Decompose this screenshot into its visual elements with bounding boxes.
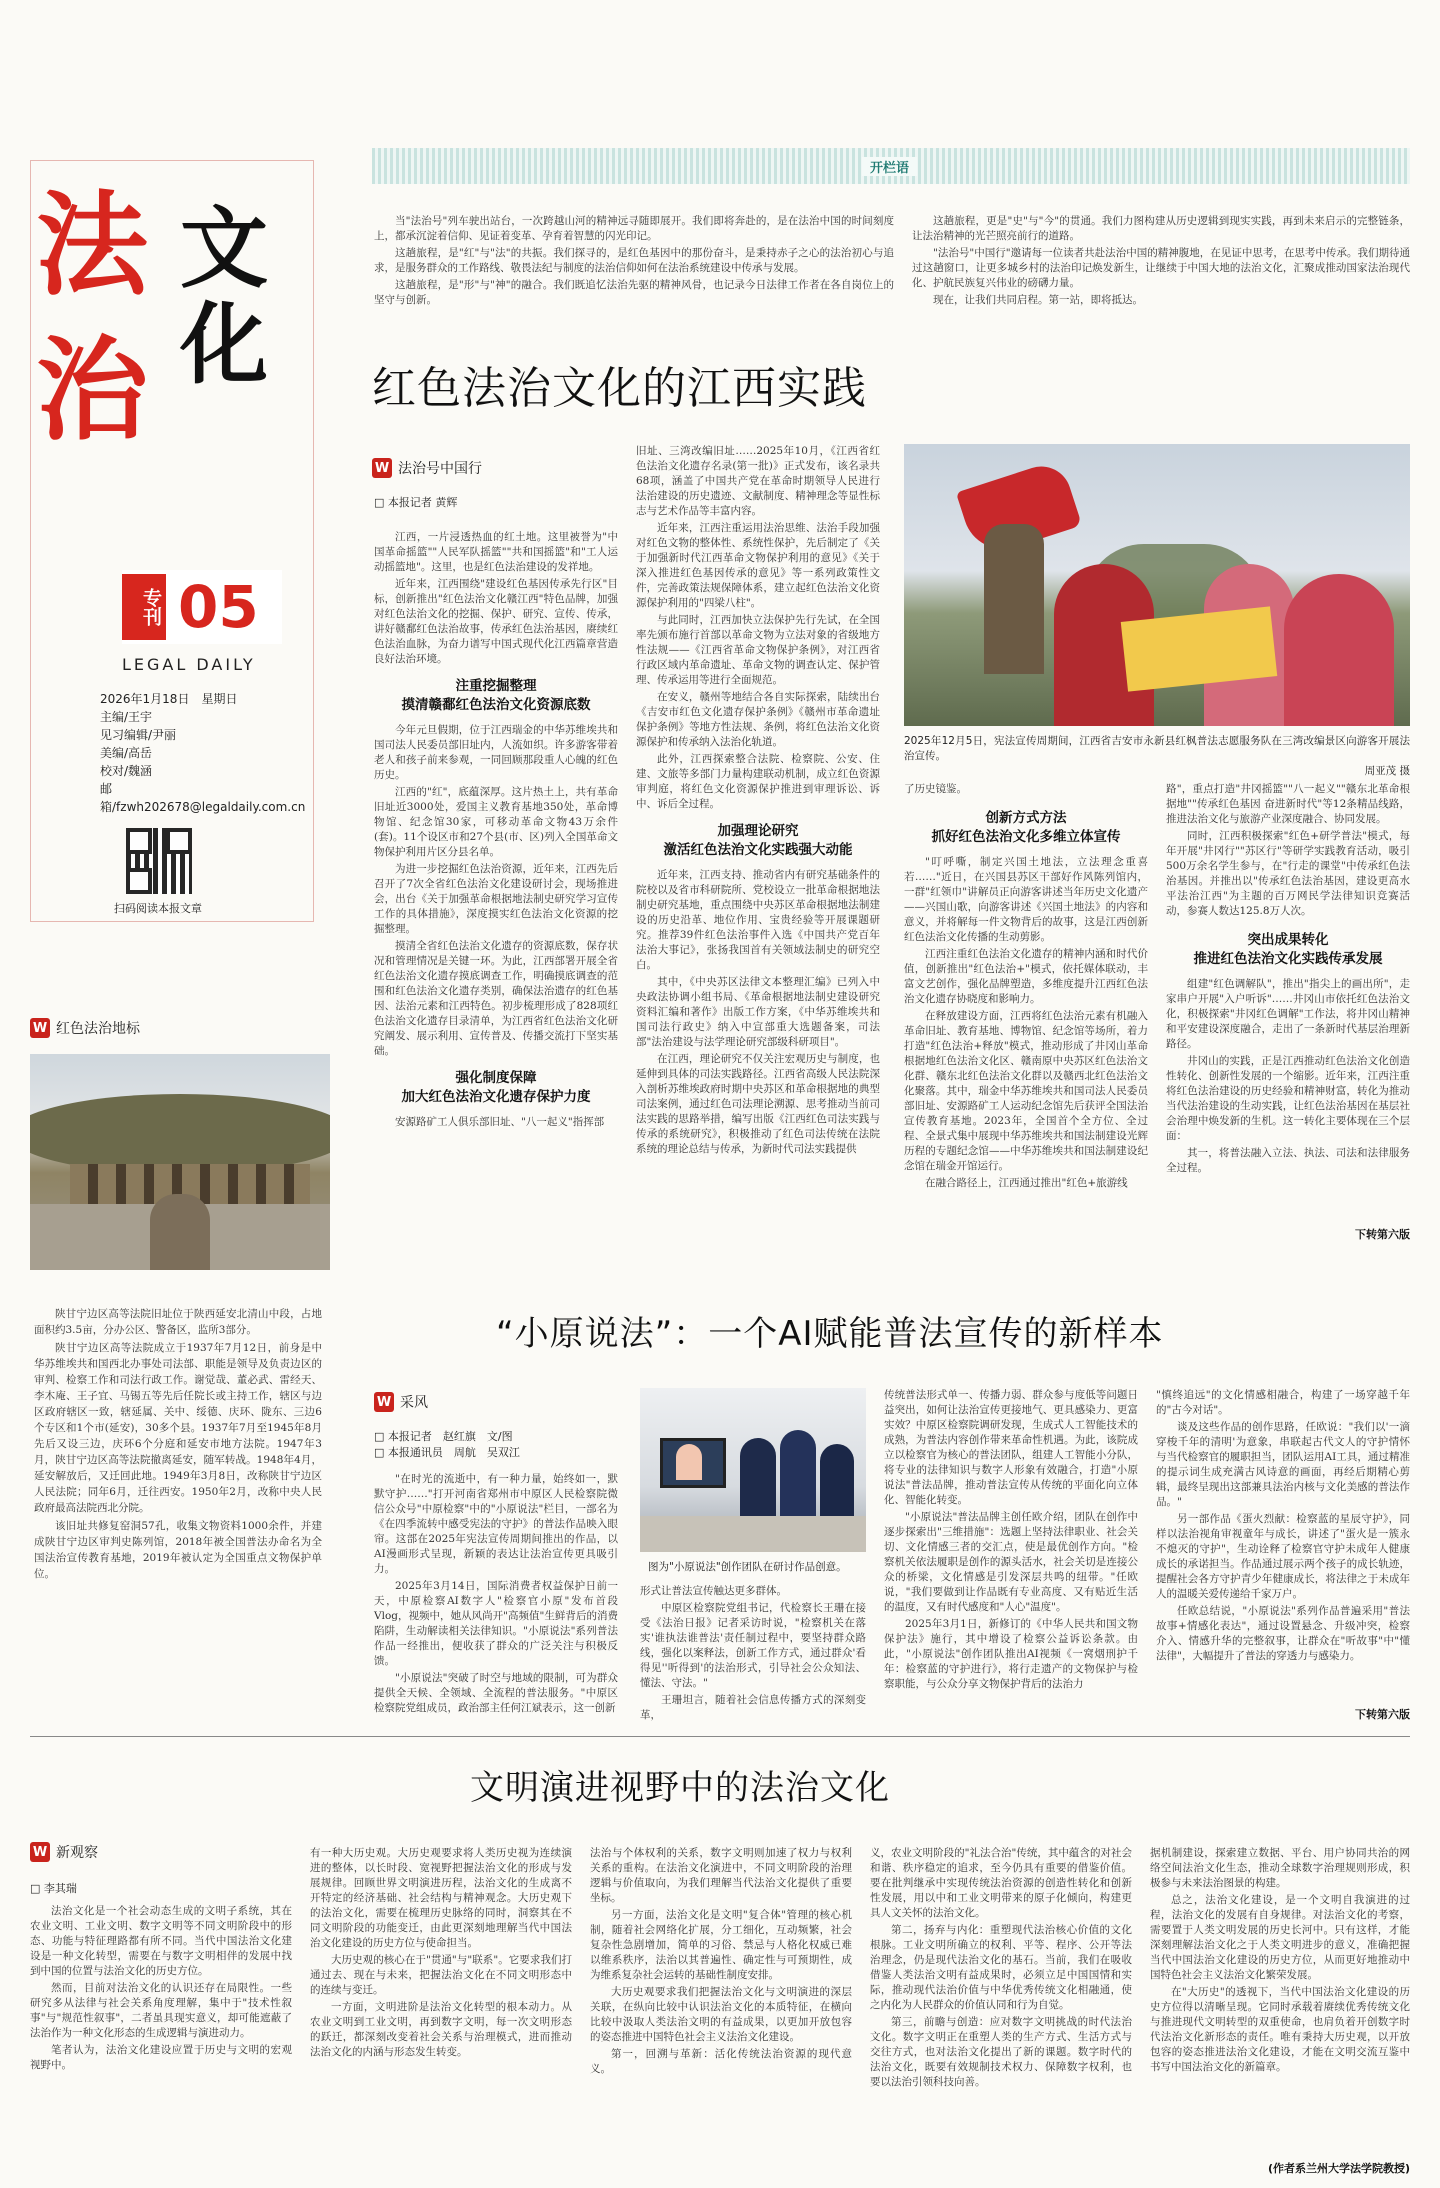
intern-editor: 见习编辑/尹丽 bbox=[100, 728, 177, 742]
masthead-char-fa: 法 bbox=[36, 180, 148, 311]
subhead-1: 注重挖掘整理 摸清赣鄱红色法治文化资源底数 bbox=[401, 678, 591, 713]
article2-col-3: 传统普法形式单一、传播力弱、群众参与度低等问题日益突出，如何让法治宣传更接地气、更具感染力、更富实效？中原区检察院调研发现，生成式人工智能技术的成熟，为普法内容创作带来革命性机遇。为此，该院成立以检察官为核心的普法团队，组建人工智能小分队，将专业的法律知识与数字人形象有效融合，打造"小原说法"普法品牌，推动普法宣传从传统的平面化向立体化、智能化转变。 "小原说法"普法品牌主创任欧介绍，团队在创作中逐步探索出"三维措施"：选题上坚持法律职业、社会关切、文化情感三者的交汇点，使是最优创作方向。"检察机关依法履职是创作的源头活水，社会关切是连接公众的桥梁，文化情感是引发深层共鸣的纽带。"任欧说，"我们要做到让作品既有专业高度、又有贴近生活的温度，又有时代感度和"人心"温度"。 2025年3月1日，新修订的《中华人民共和国文物保护法》施行，其中增设了检察公益诉讼条款。由此，"小原说法"创作团队推出AI视频《一窝烟刑护千年：检察蓝的守护进行》，将行走遗产的文物保护与检察职能，与公众分享文物保护背后的法治力 bbox=[884, 1389, 1138, 1690]
masthead-char-zhi: 治 bbox=[36, 325, 148, 456]
article2-photo-caption: 图为"小原说法"创作团队在研讨作品创意。 bbox=[648, 1561, 847, 1573]
masthead bbox=[30, 160, 315, 920]
article1-col-4: 路"，重点打造"井冈摇篮""八一起义""赣东北革命根据地""传承红色基因 奋进新时代"等12条精品线路，推进法治文化与旅游产业深度融合、协同发展。 同时，江西积极探索"红色+研学普法"模式，每年开展"井冈行""苏区行"等研学实践教育活动，吸引500万余名学生参与，在"行走的课堂"中传承红色法治基因。并推出以"传承红色法治基因，建设更高水平法治江西"为主题的百万网民学法律知识竞赛活动，参赛人数达125.8万人次。 突出成果转化 推进红色法治文化实践传承发展 组建"红色调解队"，推出"指尖上的画出所"，走家串户开展"入户听诉"……井冈山市依托红色法治文化，积极探索"井冈红色调解"工作法，将井冈山精神和平安建设深度融合，走出了一条新时代基层治理新路径。 井冈山的实践，正是江西推动红色法治文化创造性转化、创新性发展的一个缩影。近年来，江西注重将红色法治建设的历史经验和精神财富，转化为推动当代法治建设的生动实践，让红色法治基因在基层社会治理中焕发新的生机。这一转化主要体现在三个层面： 其一，将普法融入立法、执法、司法和法律服务全过程。 bbox=[1166, 783, 1410, 1174]
subhead-5: 突出成果转化 推进红色法治文化实践传承发展 bbox=[1193, 932, 1383, 967]
article2-col-4: "慎终追远"的文化情感相融合，构建了一场穿越千年的"古今对话"。 谈及这些作品的创作思路，任欧说："我们以'一滴穿梭千年的清明'为意象，串联起古代文人的守护情怀与当代检察官的履职担当，团队运用AI工具，通过精准的提示词生成充满古风诗意的画面，再经后期精心剪辑，最终呈现出这部兼具法治内核与文化美感的普法作品。" 另一部作品《蛋火烈献：检察蓝的星辰守护》，同样以法治视角审视童年与成长，讲述了"蛋火是一簇永不熄灭的守护"，生动诠释了检察官守护未成年人健康成长的承诺担当。作品通过展示两个孩子的成长轨迹，提醒社会各方守护青少年健康成长，将法律之于未成年人的温暖关爱传递给千家万户。 任欧总结说，"小原说法"系列作品普遍采用"普法故事+情感化表达"，通过设置悬念、升级冲突，检察介入、情感升华的完整叙事，让群众在"听故事"中"懂法律"，大幅提升了普法的穿透力与感染力。 bbox=[1156, 1389, 1410, 1662]
article1-byline: □ 本报记者 黄辉 bbox=[374, 496, 458, 509]
photo-credit: 周亚茂 摄 bbox=[1364, 765, 1410, 777]
masthead-char-hua: 化 bbox=[180, 292, 269, 396]
column-logo-icon: W bbox=[372, 458, 392, 478]
sidebar-photo bbox=[30, 1054, 330, 1270]
article1-column-tag: W 法治号中国行 bbox=[372, 458, 482, 478]
article3-col-4: 义，农业文明阶段的"礼法合治"传统，其中蕴含的对社会和谐、秩序稳定的追求，至今仍具有重要的借鉴价值。要在批判继承中实现传统法治资源的创造性转化和创新性发展，用以中和工业文明带来的原子化倾向，构建更具人文关怀的法治文化。 第二，扬弃与内化：重塑现代法治核心价值的文化根脉。工业文明所确立的权利、平等、程序、公开等法治理念，仍是现代法治文化的基石。当前，我们在吸收借鉴人类法治文明有益成果时，必须立足中国国情和实际，推动现代法治价值与中华优秀传统文化相融通，使之内化为人民群众的价值认同和行为自觉。 第三，前瞻与创造：应对数字文明挑战的时代法治文化。数字文明正在重塑人类的生产方式、生活方式与交往方式，也对法治文化提出了新的课题。数字时代的法治文化，既要有效规制技术权力、保障数字权利，也要以法治引领科技向善。 bbox=[870, 1847, 1132, 2088]
article2-column-tag: W 采风 bbox=[374, 1392, 428, 1412]
article2-photo bbox=[640, 1388, 866, 1552]
gate bbox=[150, 1194, 210, 1270]
editor: 主编/王宇 bbox=[100, 710, 153, 724]
article2-byline-2: □ 本报通讯员 周航 吴双江 bbox=[374, 1446, 520, 1459]
sidebar-column-tag: W 红色法治地标 bbox=[30, 1018, 140, 1038]
article1-col-3: 了历史镜鉴。 创新方式方法 抓好红色法治文化多维立体宣传 "叮呼嘶，制定兴国土地法，立法理念重喜若……"近日，在兴国县苏区干部好作风陈列馆内，一群"红领巾"讲解员正向游客讲述当年历史文化遗产——兴国山歌，向游客讲述《兴国土地法》的内容和意义，并将解每一件文物背后的故事，这是江西创新红色法治文化传播的生动剪影。 江西注重红色法治文化遗存的精神内涵和时代价值，创新推出"红色法治+"模式，依托媒体联动，丰富文艺创作，强化品牌塑造，多维度提升江西红色法治文化遗存协晓度和影响力。 在释放建设方面，江西将红色法治元素有机融入革命旧址、教育基地、博物馆、纪念馆等场所，着力打造"红色法治+释放"模式，推动形成了井冈山革命根据地红色法治文化区、赣南原中央苏区红色法治文化群、赣东北红色法治文化群以及赣西北红色法治文化聚落。其中，瑞金中华苏维埃共和国司法人民委员部旧址、安源路矿工人运动纪念馆先后获评全国法治宣传教育基地。2023年，全国首个全方位、全过程、全景式集中展现中华苏维埃共和国法制建设光辉历程的专题纪念馆——中华苏维埃共和国法制建设纪念馆在瑞金开馆运行。 在融合路径上，江西通过推出"红色+旅游线 bbox=[904, 783, 1148, 1189]
sidebar-text: 陕甘宁边区高等法院旧址位于陕西延安北清山中段，占地面积约3.5亩，分办公区、警备区，监所3部分。 陕甘宁边区高等法院成立于1937年7月12日，前身是中华苏维埃共和国西北办事处司法部、职能是领导及负责边区的审判、检察工作和司法行政工作。谢觉哉、董必武、雷经天、李木庵、王子宜、马锡五等先后任院长或主持工作，辖区与边区政府辖区一致，辖延属、关中、绥德、庆环、陇东、三边6个专区和1个市(延安)，30多个县。1937年7月至1945年8月先后又设三边，庆环6个分庭和延安市地方法院。1947年3月，陕甘宁边区高等法院撤离延安，随军转战。1948年4月，延安解放后，又迁回此地。1949年3月8日，改称陕甘宁边区人民法院；同年6月，迁往西安。1950年2月，改称中央人民政府最高法院西北分院。 该旧址共修复窑洞57孔，收集文物资料1000余件，并建成陕甘宁边区审判史陈列馆，2018年被全国普法办命名为全国法治宣传教育基地，2019年被认定为全国重点文物保护单位。 bbox=[34, 1308, 322, 1580]
opening-col-2: 这趟旅程，更是"史"与"今"的贯通。我们力图构建从历史逻辑到现实实践，再到未来启示的完整链条，让法治精神的光芒照亮前行的道路。 "法治号"中国行"邀请每一位读者共赴法治中国的精神腹地，在见证中思考，在思考中传承。我们期待通过这趟窗口，让更多城乡村的法治印记焕发新生，让继续于中国大地的法治文化，汇聚成推动国家法治现代化、护航民族复兴伟业的磅礴力量。 现在，让我们共同启程。第一站，即将抵达。 bbox=[912, 215, 1410, 306]
column-logo-icon: W bbox=[30, 1018, 50, 1038]
article3-col-3: 法治与个体权利的关系，数字文明则加速了权力与权利关系的重构。在法治文化演进中，不同文明阶段的治理逻辑与价值取向，为我们理解当代法治文化提供了重要坐标。 另一方面，法治文化是文明"复合体"管理的核心机制，随着社会网络化扩展，分工细化，互动频繁，社会复杂性急剧增加，简单的习俗、禁忌与人格化权威已难以维系秩序，法治以其普遍性、确定性与可预期性，成为维系复杂社会运转的基础性制度安排。 大历史观要求我们把握法治文化与文明演进的深层关联，在纵向比较中认识法治文化的本质特征，在横向比较中汲取人类法治文明的有益成果，以更加开放包容的姿态推进中国特色社会主义法治文化建设。 第一，回溯与革新：活化传统法治资源的现代意义。 bbox=[590, 1847, 852, 2075]
article3-title: 文明演进视野中的法治文化 bbox=[470, 1768, 890, 1808]
opening-label: 开栏语 bbox=[862, 157, 917, 176]
column-logo-icon: W bbox=[30, 1842, 50, 1862]
qr-caption: 扫码阅读本报文章 bbox=[114, 902, 202, 915]
article3-byline: □ 李其瑞 bbox=[30, 1882, 77, 1895]
statue bbox=[984, 524, 1044, 674]
article2-byline-1: □ 本报记者 赵红旗 文/图 bbox=[374, 1430, 513, 1443]
masthead-char-wen: 文 bbox=[180, 196, 269, 300]
masthead-info bbox=[100, 690, 315, 816]
article1-continued: 下转第六版 bbox=[1355, 1228, 1410, 1241]
person-3 bbox=[1284, 574, 1394, 726]
opening-banner bbox=[372, 148, 1410, 184]
article2-col-1: "在时光的流逝中，有一种力量，始终如一，默默守护……"打开河南省郑州市中原区人民检察院微信公众号"中原检察"中的"小原说法"栏目，一部名为《在四季流转中感受宪法的守护》的普法作品映入眼帘。这部在2025年宪法宣传周期间推出的作品，以AI漫画形式呈现，新颖的表达让法治宣传更具吸引力。 2025年3月14日，国际消费者权益保护日前一天，中原检察AI数字人"检察官小原"发布首段Vlog，视频中，她从风尚开"高频值"生鲜背后的消费陷阱，生动解读相关法律知识。"小原说法"系列普法作品一经推出，便收获了群众的广泛关注与积极反馈。 "小原说法"突破了时空与地域的限制，可为群众提供全天候、全领域、全流程的普法服务。"中原区检察院党组成员，政治部主任何江斌表示，这一创新 bbox=[374, 1473, 618, 1714]
desk bbox=[640, 1516, 866, 1552]
article3-author-note: (作者系兰州大学法学院教授) bbox=[1267, 2162, 1410, 2175]
paper-name: LEGAL DAILY bbox=[122, 655, 256, 674]
special-label: 专刊 bbox=[122, 574, 166, 640]
article3-col-1: 法治文化是一个社会动态生成的文明子系统，其在农业文明、工业文明、数字文明等不同文明阶段中的形态、功能与特征理路都有所不同。当代中国法治文化建设是一种文化转型，需要在与数字文明相伴的发展中找到中国的位置与法治文化的历史方位。 然而，目前对法治文化的认识还存在局限性。一些研究多从法律与社会关系角度理解，集中于"技术性叙事"与"规范性叙事"，二者虽具现实意义，却可能遮蔽了法治作为一种文化形态的生成逻辑与演进动力。 笔者认为，法治文化建设应置于历史与文明的宏观视野中。 bbox=[30, 1905, 292, 2071]
article1-col-1: 江西，一片浸透热血的红土地。这里被誉为"中国革命摇篮""人民军队摇篮""共和国摇篮"和"工人运动摇篮地"。这里，也是红色法治建设的发祥地。 近年来，江西围绕"建设红色基因传承先行区"目标，创新推出"红色法治文化赣江西"特色品牌，加强对红色法治文化的挖掘、保护、研究、宣传、传承，讲好赣鄱红色法治故事，传承红色法治基因，赓续红色法治血脉，为奋力谱写中国式现代化江西篇章营造良好法治环境。 注重挖掘整理 摸清赣鄱红色法治文化资源底数 今年元旦假期，位于江西瑞金的中华苏维埃共和国司法人民委员部旧址内，人流如织。许多游客带着老人和孩子前来参观，一同回顾那段重人心魄的红色历史。 江西的"红"，底蕴深厚。这片热土上，共有革命旧址近3000处，爱国主义教育基地350处，革命博物馆、纪念馆30家，可移动革命文物43万余件(套)。11个设区市和27个县(市、区)列入全国革命文物保护利用片区分县名单。 为进一步挖掘红色法治资源，近年来，江西先后召开了7次全省红色法治文化建设研讨会，现场推进会，出台《关于加强革命根据地法制史研究学习宣传工作的具体措施》，深度摸实红色法治文化资源的挖掘整理。 摸清全省红色法治文化遗存的资源底数，保存状况和管理情况是关键一环。为此，江西部署开展全省红色法治文化遗存摸底调查工作，明确摸底调查的范围和红色法治文化遗存类别，确保法治遗存的红色基因、法治元素和江西特色。初步梳理形成了828项红色法治文化遗存目录清单，为江西省红色法治文化研究阐发、展示利用、宣传普及、传播交流打下坚实基础。 强化制度保障 加大红色法治文化遗存保护力度 安源路矿工人俱乐部旧址、"八一起义"指挥部 bbox=[374, 531, 618, 1128]
issue-date: 2026年1月18日 星期日 bbox=[100, 692, 238, 706]
subhead-2: 强化制度保障 加大红色法治文化遗存保护力度 bbox=[401, 1070, 591, 1105]
article3-col-2: 有一种大历史观。大历史观要求将人类历史视为连续演进的整体，以长时段、宽视野把握法治文化的形成与发展规律。回顾世界文明演进历程，法治文化的生成离不开特定的经济基础、社会结构与精神观念。大历史观下的法治文化，需要在梳理历史脉络的同时，洞察其在不同文明阶段的功能变迁，由此更深刻地理解当代中国法治文化建设的历史方位与使命担当。 大历史观的核心在于"贯通"与"联系"。它要求我们打通过去、现在与未来，把握法治文化在不同文明形态中的连续与变迁。 一方面，文明进阶是法治文化转型的根本动力。从农业文明到工业文明，再到数字文明，每一次文明形态的跃迁，都深刻改变着社会关系与治理模式，进而推动法治文化的内涵与形态发生转变。 bbox=[310, 1847, 572, 2058]
presenter-figure bbox=[676, 1444, 702, 1480]
column-logo-icon: W bbox=[374, 1392, 394, 1412]
subhead-4: 创新方式方法 抓好红色法治文化多维立体宣传 bbox=[931, 810, 1121, 845]
special-issue-badge bbox=[122, 570, 282, 644]
art-editor: 美编/高岳 bbox=[100, 746, 153, 760]
article3-column-tag: W 新观察 bbox=[30, 1842, 98, 1862]
article2-continued: 下转第六版 bbox=[1355, 1708, 1410, 1721]
hill bbox=[30, 1094, 330, 1174]
page-number: 05 bbox=[178, 573, 259, 641]
opening-col-1: 当"法治号"列车驶出站台，一次跨越山河的精神远寻随即展开。我们即将奔赴的，是在法治中国的时间刻度上，都承沉淀着信仰、见证着变革、孕育着智慧的闪光印记。 这趟旅程，是"红"与"法"的共振。我们探寻的，是红色基因中的那份奋斗，是秉持赤子之心的法治初心与追求，是服务群众的工作路线、敬畏法纪与制度的法治信仰如何在法治系统建设中传承与发展。 这趟旅程，是"形"与"神"的融合。我们既追忆法治先驱的精神风骨，也记录今日法律工作者在各自岗位上的坚守与创新。 bbox=[374, 215, 894, 306]
article1-photo bbox=[904, 444, 1410, 726]
article1-title: 红色法治文化的江西实践 bbox=[372, 363, 867, 414]
qr-code[interactable] bbox=[126, 828, 192, 894]
article1-photo-caption: 2025年12月5日，宪法宣传周期间，江西省吉安市永新县红枫普法志愿服务队在三湾改编景区向游客开展法治宣传。 周亚茂 摄 bbox=[904, 735, 1410, 777]
article3-col-5: 据机制建设，探索建立数据、平台、用户协同共治的网络空间法治文化生态，推动全球数字治理规则形成，积极参与未来法治图景的构建。 总之，法治文化建设，是一个文明自我演进的过程，法治文化的发展有自身规律。对法治文化的考察，需要置于人类文明发展的历史长河中。只有这样，才能深刻理解法治文化之于人类文明进步的意义，准确把握当代中国法治文化建设的历史方位，从而更好地推动中国特色社会主义法治文化繁荣发展。 在"大历史"的透视下，当代中国法治文化建设的历史方位得以清晰呈现。它同时承载着赓续优秀传统文化与推进现代文明转型的双重使命，也肩负着开创数字时代法治文化新形态的责任。唯有秉持大历史观，以开放包容的姿态推进法治文化建设，才能在文明交流互鉴中书写中国法治文化的新篇章。 bbox=[1150, 1847, 1410, 2073]
email: 邮箱/fzwh202678@legaldaily.com.cn bbox=[100, 782, 306, 814]
subhead-3: 加强理论研究 激活红色法治文化实践强大动能 bbox=[663, 823, 853, 858]
proofreader: 校对/魏涵 bbox=[100, 764, 153, 778]
article2-col-2: 形式让普法宣传触达更多群体。 中原区检察院党组书记，代检察长王珊在接受《法治日报》记者采访时说，"检察机关在落实'谁执法谁普法'责任制过程中，要坚持群众路线，强化以案释法，创新工作方式，通过群众'看得见''听得到'的法治形式，引导社会公众知法、懂法、守法。" 王珊坦言，随着社会信息传播方式的深刻变革， bbox=[640, 1585, 866, 1721]
article2-title: “小原说法”：一个AI赋能普法宣传的新样本 bbox=[496, 1314, 1164, 1354]
article1-col-2: 旧址、三湾改编旧址……2025年10月，《江西省红色法治文化遗存名录(第一批)》正式发布，该名录共68项，涵盖了中国共产党在革命时期领导人民进行法治建设的历史遗迹、文献制度、精神理念等显性标志与艺术作品等丰富内容。 近年来，江西注重运用法治思维、法治手段加强对红色文物的整体性、系统性保护，先后制定了《关于加强新时代江西革命文物保护利用的意见》《关于深入推进红色基因传承的意见》等一系列政策性文件，完善政策法规保障体系，建立起红色法治文化资源保护利用的"四梁八柱"。 与此同时，江西加快立法保护先行先试，在全国率先颁布施行首部以革命文物为立法对象的省级地方性法规——《江西省革命文物保护条例》，对江西省行政区域内革命遗址、革命文物的调查认定、保护管理、传承运用等进行全面规范。 在安义，赣州等地结合各自实际探索，陆续出台《吉安市红色文化遗存保护条例》《赣州市革命遗址保护条例》等地方性法规、条例，将红色法治文化资源保护和传承纳入法治化轨道。 此外，江西探索整合法院、检察院、公安、住建、文旅等多部门力量构建联动机制，成立红色资源审判庭，将红色文化资源保护推进到审理诉讼、诉中、诉后全过程。 加强理论研究 激活红色法治文化实践强大动能 近年来，江西支持、推动省内有研究基础条件的院校以及省市科研院所、党校设立一批革命根据地法制史研究基地，重点围绕中央苏区革命根据地法制建设的历史沿革、地位作用、宝贵经验等开展课题研究。推荐39件红色法治事件入选《中国共产党百年法治大事记》，张扬我国首有关领域法制史的研究空白。 其中，《中央苏区法律文本整理汇编》已列入中央政法协调小组书局、《革命根据地法制史建设研究资料汇编和著作》出版工作方案，《中华苏维埃共和国司法行政史》纳入中宣部重大选题备案，司法部"法治建设与法学理论研究部级科研项目"。 在江西，理论研究不仅关注宏观历史与制度，也延伸到具体的司法实践路径。江西省高级人民法院深入剖析苏维埃政府时期中央苏区和革命根据地的典型司法案例，通过红色司法理论溯源、思考推动当前司法实践的思路举措，编写出版《江西红色司法实践与传承的系统研究》，积极推动了红色司法传统在法院系统的理论总结与传承，为新时代司法实践提供 bbox=[636, 445, 880, 1155]
section-divider bbox=[30, 1736, 1410, 1737]
